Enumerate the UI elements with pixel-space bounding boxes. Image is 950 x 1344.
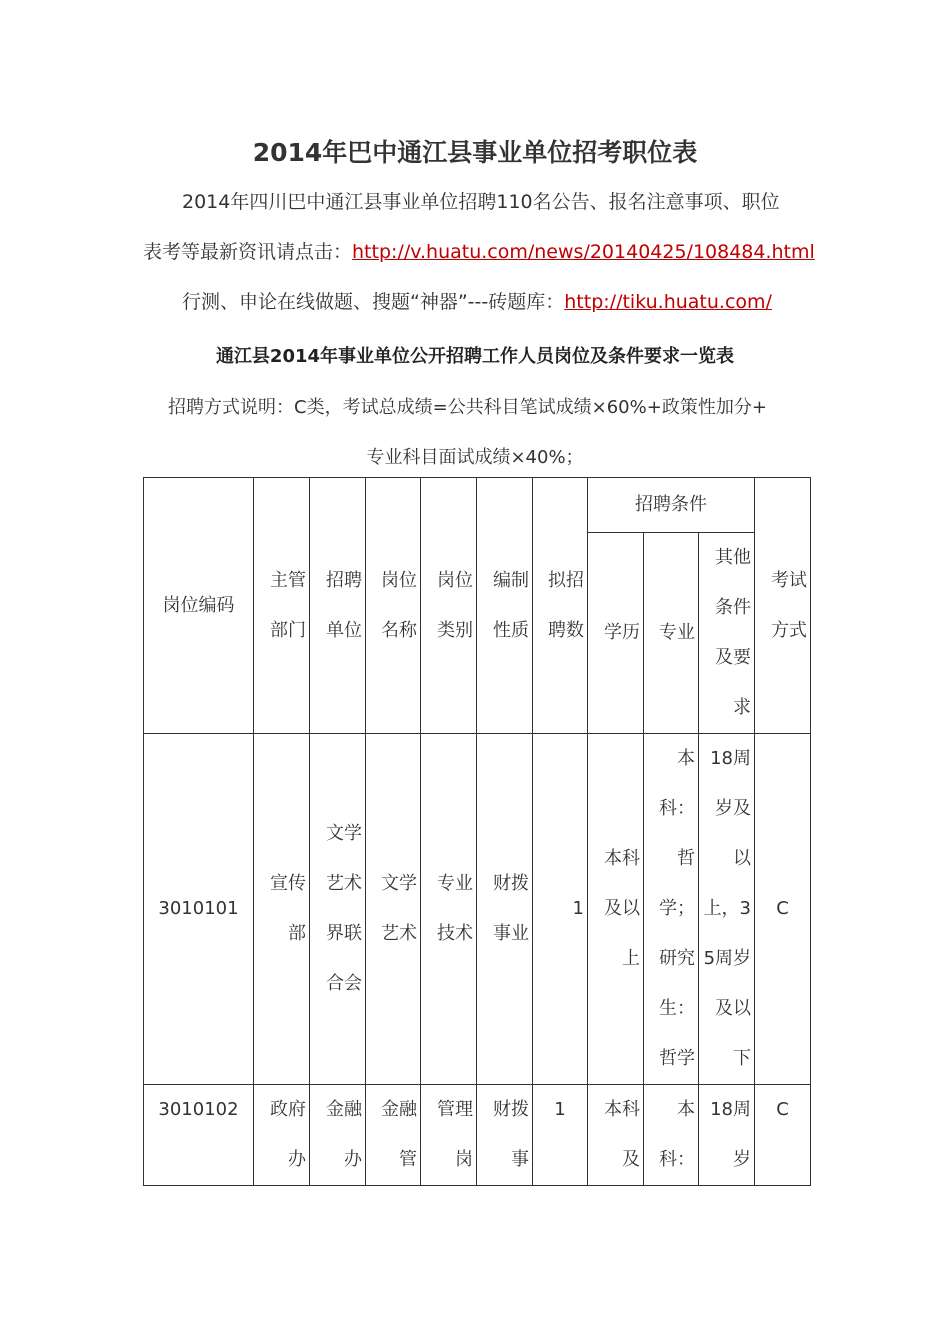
header-nature: 编制性质 (477, 478, 533, 734)
news-link[interactable]: http://v.huatu.com/news/20140425/108484.html (352, 241, 815, 263)
cell-nature: 财拨事 (477, 1085, 533, 1186)
positions-table (143, 477, 811, 1186)
intro-text-line2 (143, 237, 815, 264)
cell-unit: 金融办 (310, 1085, 366, 1186)
cell-other: 18周岁 (699, 1085, 755, 1186)
cell-pos-type: 管理岗 (421, 1085, 477, 1186)
intro-text-prefix: 表考等最新资讯请点击： (143, 241, 353, 263)
cell-exam: C (755, 734, 811, 1085)
cell-code: 3010102 (144, 1085, 254, 1186)
tiku-link[interactable]: http://tiku.huatu.com/ (564, 291, 772, 313)
header-conditions: 招聘条件 (588, 478, 755, 533)
header-pos-type: 岗位类别 (421, 478, 477, 734)
cell-unit: 文学艺术界联合会 (310, 734, 366, 1085)
cell-code: 3010101 (144, 734, 254, 1085)
method-note-line2: 专业科目面试成绩×40%； (366, 447, 584, 468)
cell-dept: 宣传部 (254, 734, 310, 1085)
cell-count: 1 (533, 734, 588, 1085)
table-row (144, 1085, 811, 1186)
cell-dept: 政府办 (254, 1085, 310, 1186)
header-dept: 主管部门 (254, 478, 310, 734)
header-count: 拟招聘数 (533, 478, 588, 734)
header-code: 岗位编码 (144, 478, 254, 734)
table-subtitle: 通江县2014年事业单位公开招聘工作人员岗位及条件要求一览表 (215, 346, 735, 367)
cell-pos-type: 专业技术 (421, 734, 477, 1085)
intro-text-line1: 2014年四川巴中通江县事业单位招聘110名公告、报名注意事项、职位 (182, 191, 780, 213)
tiku-prefix: 行测、申论在线做题、搜题“神器”---砖题库： (182, 291, 565, 313)
intro-text-line3 (182, 287, 772, 314)
header-other: 其他条件及要求 (699, 533, 755, 734)
header-major: 专业 (644, 533, 699, 734)
page-title: 2014年巴中通江县事业单位招考职位表 (252, 138, 698, 167)
header-exam: 考试方式 (755, 478, 811, 734)
cell-education: 本科及 (588, 1085, 644, 1186)
method-note-line1: 招聘方式说明：C类，考试总成绩=公共科目笔试成绩×60%+政策性加分+ (168, 397, 767, 418)
cell-count: 1 (533, 1085, 588, 1186)
header-unit: 招聘单位 (310, 478, 366, 734)
cell-education: 本科及以上 (588, 734, 644, 1085)
cell-major: 本科： (644, 1085, 699, 1186)
cell-exam: C (755, 1085, 811, 1186)
header-education: 学历 (588, 533, 644, 734)
cell-other: 18周岁及以上，35周岁及以下 (699, 734, 755, 1085)
cell-pos-name: 金融管 (366, 1085, 421, 1186)
cell-major: 本科：哲学；研究生：哲学 (644, 734, 699, 1085)
cell-pos-name: 文学艺术 (366, 734, 421, 1085)
cell-nature: 财拨事业 (477, 734, 533, 1085)
table-row (144, 734, 811, 1085)
header-pos-name: 岗位名称 (366, 478, 421, 734)
